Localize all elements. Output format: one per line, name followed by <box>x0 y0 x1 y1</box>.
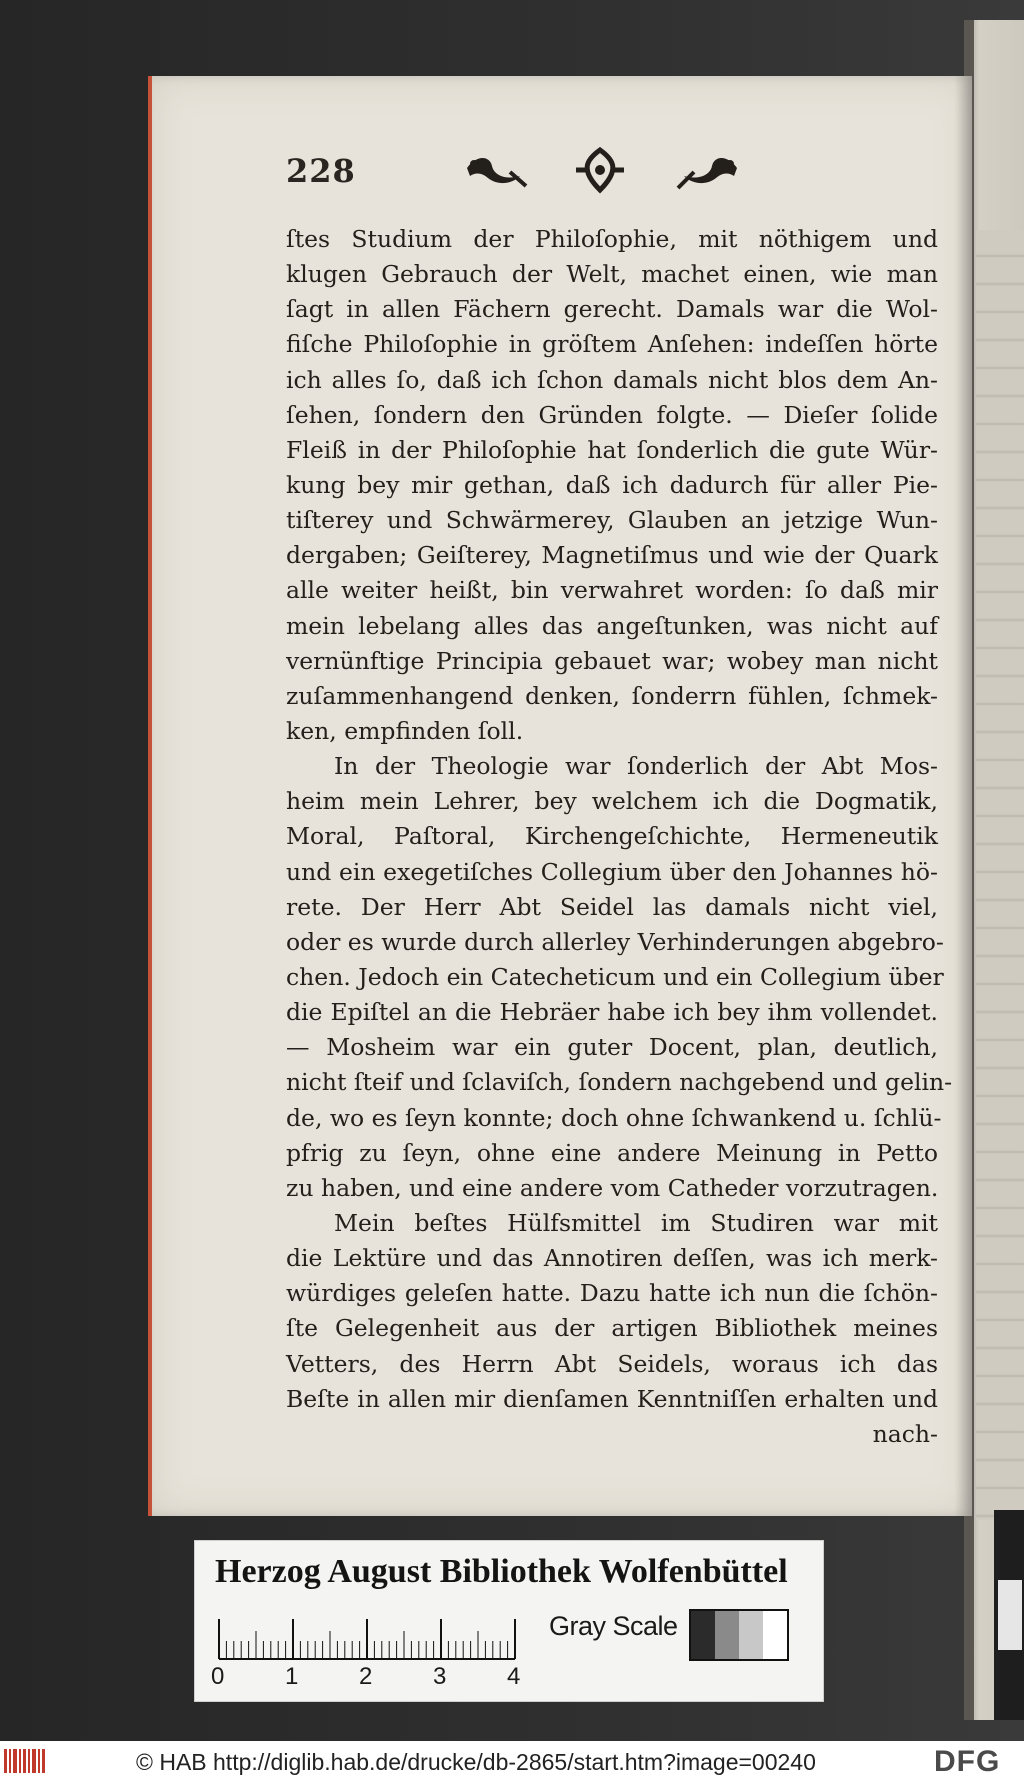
text-line: mein lebelang alles das angeſtunken, was nicht auf <box>286 611 938 640</box>
ornament-center-icon <box>570 146 630 196</box>
gray-swatch <box>763 1611 787 1659</box>
ruler-scale <box>215 1613 535 1663</box>
ruler-number: 3 <box>433 1663 447 1690</box>
text-line: kung bey mir gethan, daß ich dadurch für aller Pie- <box>286 470 938 499</box>
ruler-number: 2 <box>359 1663 373 1690</box>
next-page-card-label <box>998 1580 1022 1650</box>
text-line: die Epiſtel an die Hebräer habe ich bey ihm vollendet. <box>286 998 938 1027</box>
text-line: ſagt in allen Fächern gerecht. Damals war die Wol- <box>286 295 938 324</box>
text-line: tiſterey und Schwärmerey, Glauben an jetzige Wun- <box>286 506 938 535</box>
next-page-text-strip <box>976 230 1024 1520</box>
viewer-footer <box>0 1741 1024 1781</box>
text-line: zuſammenhangend denken, ſonderrn fühlen, ſchmek- <box>286 681 938 710</box>
text-line: Fleiß in der Philoſophie hat ſonderlich die gute Wür- <box>286 435 938 464</box>
text-line: heim mein Lehrer, bey welchem ich die Dogmatik, <box>286 787 938 816</box>
gray-swatch <box>739 1611 763 1659</box>
text-line: de, wo es ſeyn konnte; doch ohne ſchwankend u. ſchlü- <box>286 1103 942 1132</box>
text-line: zu haben, und eine andere vom Catheder vorzutragen. <box>286 1173 939 1202</box>
gray-scale-swatches <box>689 1609 789 1661</box>
text-line: ſehen, ſondern den Gründen folgte. — Dieſer ſolide <box>286 400 938 429</box>
text-line: würdiges geleſen hatte. Dazu hatte ich nun die ſchön- <box>286 1279 938 1308</box>
text-line: oder es wurde durch allerley Verhinderungen abgebro- <box>286 927 944 956</box>
text-line: alle weiter heißt, bin verwahret worden: ſo daß mir <box>286 576 938 605</box>
text-line: chen. Jedoch ein Catecheticum und ein Collegium über <box>286 962 944 991</box>
dfg-logo: DFG <box>934 1745 1001 1778</box>
text-line: ich alles ſo, daß ich ſchon damals nicht blos dem An- <box>286 365 938 394</box>
text-line: und ein exegetiſches Collegium über den Johannes hö- <box>286 857 938 886</box>
text-line: Moral, Paſtoral, Kirchengeſchichte, Hermeneutik <box>286 822 938 851</box>
color-calibration-card <box>194 1540 824 1702</box>
text-line: ken, empfinden ſoll. <box>286 716 524 745</box>
source-url-link[interactable]: © HAB http://diglib.hab.de/drucke/db-2865/start.htm?image=00240 <box>136 1749 816 1775</box>
text-line: ſte Gelegenheit aus der artigen Bibliothek meines <box>286 1314 938 1343</box>
page-fold-shadow <box>954 76 972 1516</box>
text-line: — Mosheim war ein guter Docent, plan, deutlich, <box>286 1033 938 1062</box>
book-page <box>148 76 972 1516</box>
text-line: vernünftige Principia gebauet war; wobey man nicht <box>286 646 938 675</box>
hab-barcode-logo-icon <box>4 1747 46 1775</box>
text-line: klugen Gebrauch der Welt, machet einen, wie man <box>286 260 938 289</box>
gray-swatch <box>715 1611 739 1659</box>
ornament-left-icon <box>462 146 532 196</box>
next-page-edge <box>964 20 1024 1720</box>
text-line: nach- <box>872 1419 938 1448</box>
ruler-number: 0 <box>211 1663 225 1690</box>
ruler-numbers <box>209 1663 549 1695</box>
page-header <box>286 146 926 206</box>
gray-scale-label: Gray Scale <box>549 1611 678 1641</box>
text-line: rete. Der Herr Abt Seidel las damals nicht viel, <box>286 892 938 921</box>
text-line: Vetters, des Herrn Abt Seidels, woraus ich das <box>286 1349 938 1378</box>
ruler-number: 4 <box>507 1663 521 1690</box>
text-line: Mein beſtes Hülfsmittel im Studiren war mit <box>334 1208 938 1237</box>
page-number: 228 <box>286 152 356 190</box>
gray-swatch <box>691 1611 715 1659</box>
text-line: ſtes Studium der Philoſophie, mit nöthigem und <box>286 225 938 253</box>
library-name: Herzog August Bibliothek Wolfenbüttel <box>215 1553 788 1590</box>
ornament-right-icon <box>672 146 742 196</box>
text-line: fiſche Philoſophie in gröſtem Anſehen: indeſſen hörte <box>286 330 938 359</box>
text-line: pfrig zu ſeyn, ohne eine andere Meinung in Petto <box>286 1138 938 1167</box>
text-line: Beſte in allen mir dienſamen Kenntniſſen erhalten und <box>286 1384 938 1413</box>
page-body-text <box>286 222 953 1452</box>
ruler-number: 1 <box>285 1663 299 1690</box>
text-line: In der Theologie war ſonderlich der Abt Mos- <box>334 752 938 781</box>
text-line: dergaben; Geiſterey, Magnetiſmus und wie der Quark <box>286 541 938 570</box>
text-line: die Lektüre und das Annotiren deſſen, was ich merk- <box>286 1244 938 1273</box>
text-line: nicht ſteif und ſclaviſch, ſondern nachgebend und gelin- <box>286 1068 953 1097</box>
